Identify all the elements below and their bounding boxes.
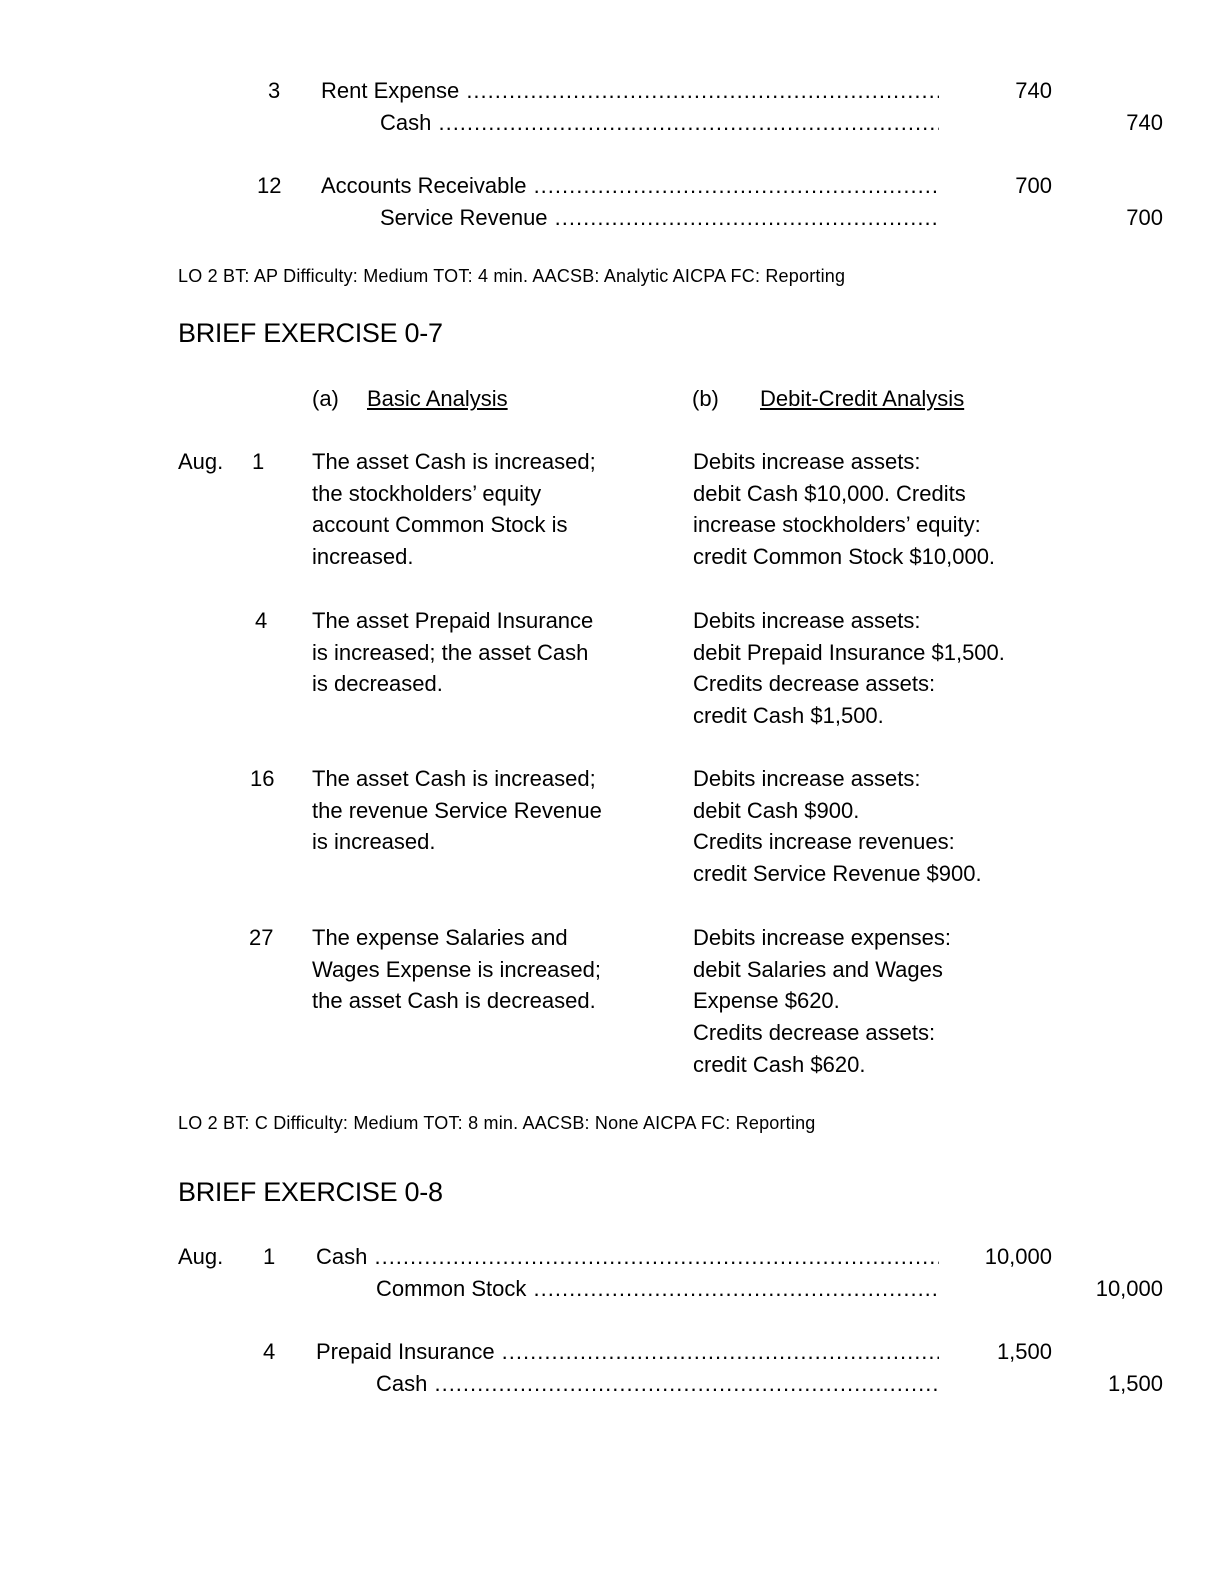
column-a-marker: (a)	[312, 386, 339, 411]
learning-objective-meta: LO 2 BT: AP Difficulty: Medium TOT: 4 min. AACSB: Analytic AICPA FC: Reporting	[178, 266, 846, 286]
debit-credit-analysis-text: Debits increase expenses: debit Salaries and Wages Expense $620. Credits decrease assets: credit Cash $620.	[693, 925, 952, 1077]
column-b-title: Debit-Credit Analysis	[760, 386, 965, 411]
column-b-marker: (b)	[692, 386, 719, 411]
basic-analysis-text: The expense Salaries and Wages Expense is increased; the asset Cash is decreased.	[312, 925, 601, 1014]
credit-amount: 740	[1126, 110, 1163, 135]
debit-amount: 1,500	[996, 1339, 1052, 1364]
entry-day: 4	[263, 1339, 276, 1364]
debit-account: Rent Expense .....	[321, 75, 939, 107]
row-day: 16	[250, 766, 275, 791]
debit-account: Prepaid Insurance .....	[316, 1336, 939, 1368]
debit-amount: 740	[1015, 78, 1052, 103]
month-label: Aug.	[178, 1244, 224, 1269]
month-label: Aug.	[178, 449, 224, 474]
entry-day: 12	[257, 173, 282, 198]
entry-day: 3	[268, 78, 281, 103]
debit-account: Cash .....	[316, 1241, 939, 1273]
debit-amount: 10,000	[984, 1244, 1052, 1269]
credit-amount: 1,500	[1107, 1371, 1163, 1396]
exercise-heading: BRIEF EXERCISE 0-7	[178, 318, 443, 348]
debit-credit-analysis-text: Debits increase assets: debit Cash $900. Credits increase revenues: credit Service Revenue $900.	[693, 766, 982, 887]
basic-analysis-text: The asset Cash is increased; the stockholders’ equity account Common Stock is increased.	[312, 449, 596, 570]
column-a-title: Basic Analysis	[367, 386, 508, 411]
row-day: 4	[255, 608, 268, 633]
basic-analysis-text: The asset Prepaid Insurance is increased; the asset Cash is decreased.	[312, 608, 594, 697]
debit-credit-analysis-text: Debits increase assets: debit Cash $10,000. Credits increase stockholders’ equity: credit Common Stock $10,000.	[693, 449, 996, 570]
debit-account: Accounts Receivable .....	[321, 170, 939, 202]
credit-account: Cash .....	[376, 1368, 939, 1400]
debit-amount: 700	[1015, 173, 1052, 198]
basic-analysis-text: The asset Cash is increased; the revenue Service Revenue is increased.	[312, 766, 602, 855]
credit-amount: 10,000	[1095, 1276, 1163, 1301]
debit-credit-analysis-text: Debits increase assets: debit Prepaid Insurance $1,500. Credits decrease assets: credit Cash $1,500.	[693, 608, 1005, 729]
credit-account: Cash .....	[380, 107, 939, 139]
row-day: 1	[252, 449, 265, 474]
credit-amount: 700	[1126, 205, 1163, 230]
entry-day: 1	[263, 1244, 276, 1269]
exercise-heading: BRIEF EXERCISE 0-8	[178, 1177, 443, 1207]
row-day: 27	[249, 925, 274, 950]
credit-account: Service Revenue .....	[380, 202, 939, 234]
credit-account: Common Stock .....	[376, 1273, 939, 1305]
learning-objective-meta: LO 2 BT: C Difficulty: Medium TOT: 8 min. AACSB: None AICPA FC: Reporting	[178, 1113, 816, 1133]
